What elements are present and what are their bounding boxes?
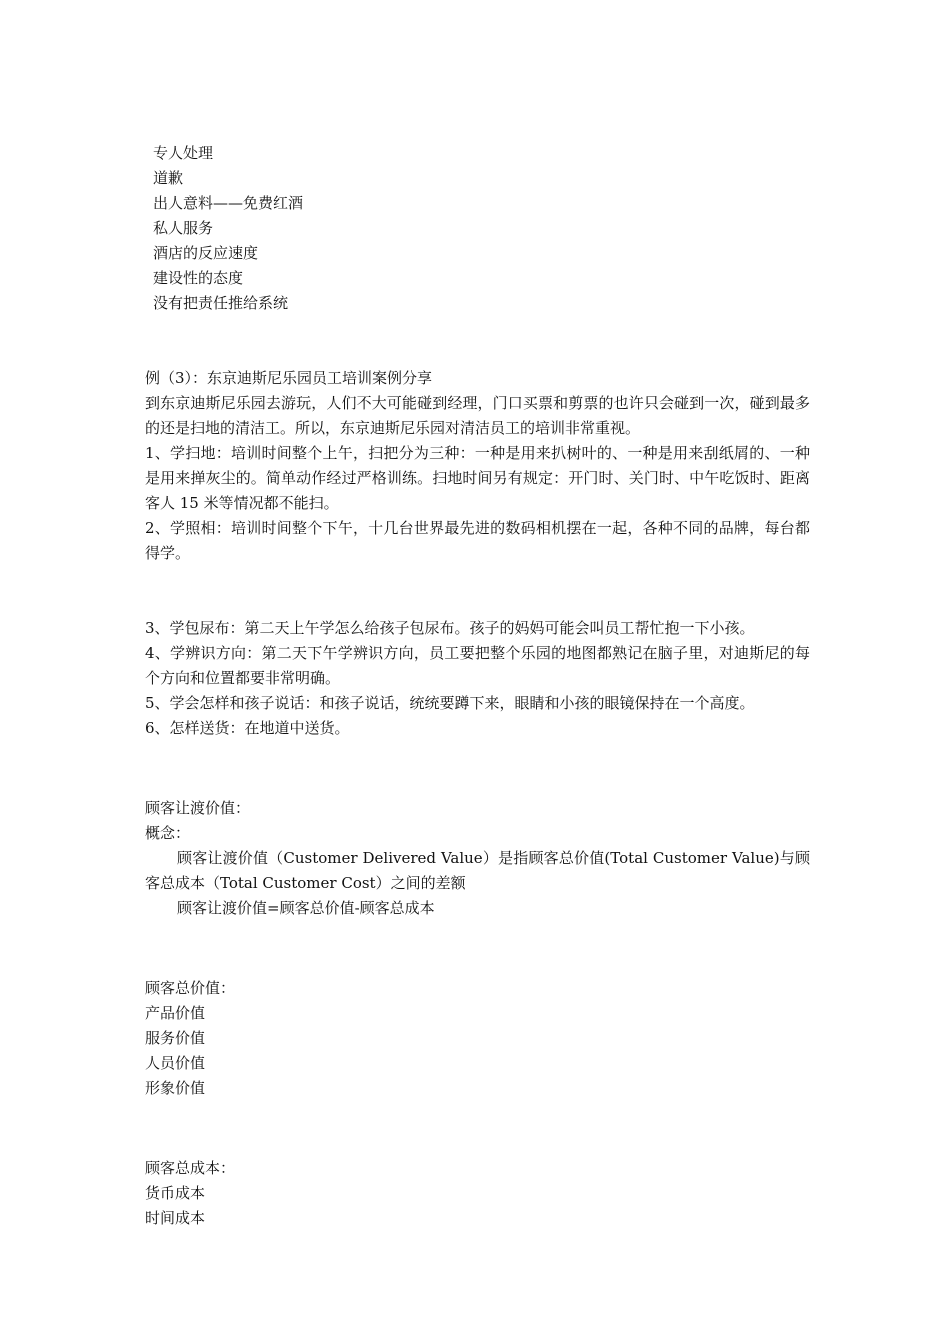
example-title: 例（3）：东京迪斯尼乐园员工培训案例分享: [145, 369, 433, 387]
remedy-list: [145, 141, 810, 316]
example-item: 1、学扫地：培训时间整个上午，扫把分为三种：一种是用来扒树叶的、一种是用来刮纸屑的、一种是用来掸灰尘的。简单动作经过严格训练。扫地时间另有规定：开门时、关门时、中午吃饭时、距离客人 15 米等情况都不能扫。: [145, 444, 810, 512]
concept-label: 概念：: [145, 824, 191, 842]
list-item: 建设性的态度: [153, 269, 244, 287]
example-item: 2、学照相：培训时间整个下午，十几台世界最先进的数码相机摆在一起，各种不同的品牌，每台都得学。: [145, 519, 810, 562]
total-cost-section: [145, 1156, 810, 1231]
list-item: 酒店的反应速度: [153, 244, 259, 262]
list-item: 服务价值: [145, 1029, 206, 1047]
list-item: 道歉: [153, 169, 184, 187]
list-item: 专人处理: [153, 144, 214, 162]
list-item: 私人服务: [153, 219, 214, 237]
example-item: 6、怎样送货：在地道中送货。: [145, 719, 350, 737]
section-heading: 顾客总成本：: [145, 1159, 236, 1177]
list-item: 没有把责任推给系统: [153, 294, 289, 312]
formula-text: 顾客让渡价值=顾客总价值-顾客总成本: [177, 899, 435, 917]
list-item: 人员价值: [145, 1054, 206, 1072]
example-item: 3、学包尿布：第二天上午学怎么给孩子包尿布。孩子的妈妈可能会叫员工帮忙抱一下小孩。: [145, 619, 755, 637]
document-body: [145, 141, 810, 1231]
definition-text: 顾客让渡价值（Customer Delivered Value）是指顾客总价值(Total Customer Value)与顾客总成本（Total Customer Cost）之间的差额: [145, 849, 810, 892]
list-item: 形象价值: [145, 1079, 206, 1097]
list-item: 货币成本: [145, 1184, 206, 1202]
list-item: 时间成本: [145, 1209, 206, 1227]
total-value-section: [145, 976, 810, 1101]
list-item: 出人意料——免费红酒: [153, 194, 304, 212]
section-heading: 顾客让渡价值：: [145, 799, 251, 817]
section-heading: 顾客总价值：: [145, 979, 236, 997]
example-section: [145, 366, 810, 741]
list-item: 产品价值: [145, 1004, 206, 1022]
delivered-value-section: [145, 796, 810, 921]
example-item: 4、学辨识方向：第二天下午学辨识方向，员工要把整个乐园的地图都熟记在脑子里，对迪斯尼的每个方向和位置都要非常明确。: [145, 644, 810, 687]
example-item: 5、学会怎样和孩子说话：和孩子说话，统统要蹲下来，眼睛和小孩的眼镜保持在一个高度。: [145, 694, 755, 712]
example-intro: 到东京迪斯尼乐园去游玩，人们不大可能碰到经理，门口买票和剪票的也许只会碰到一次，碰到最多的还是扫地的清洁工。所以，东京迪斯尼乐园对清洁员工的培训非常重视。: [145, 394, 810, 437]
